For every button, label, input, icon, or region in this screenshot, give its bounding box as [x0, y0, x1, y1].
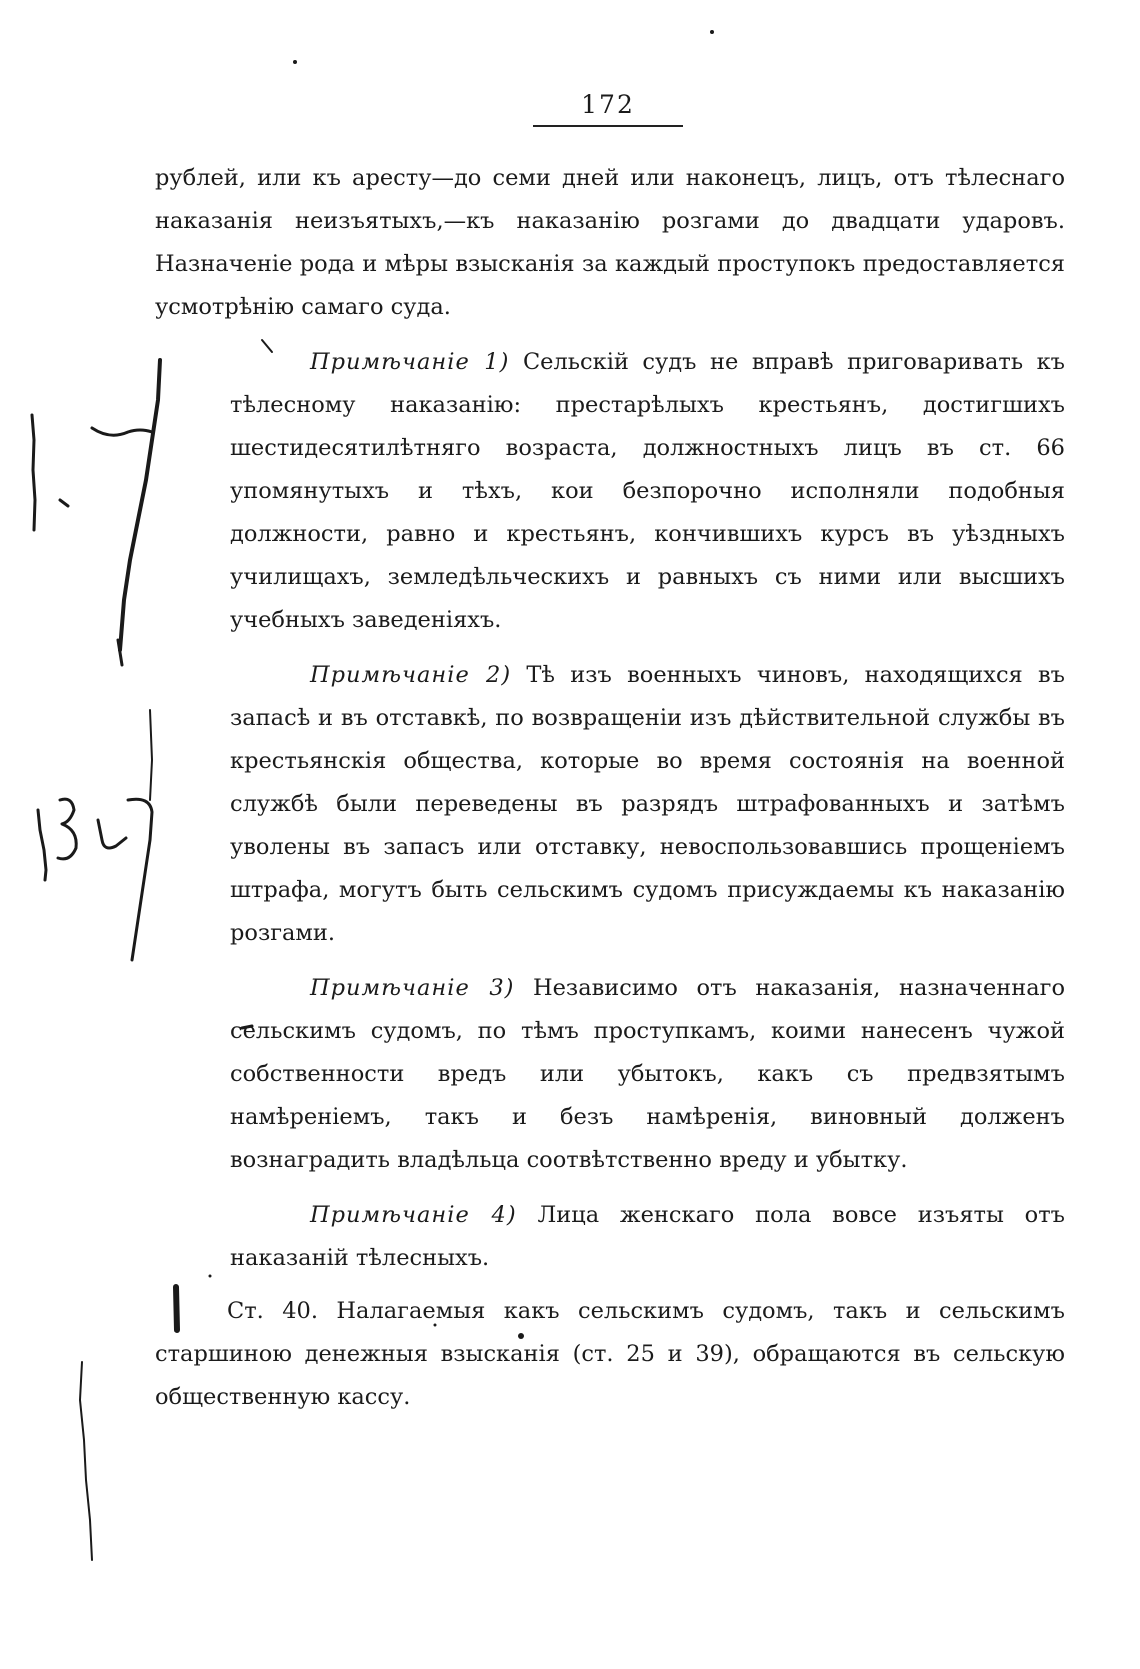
document-body: [155, 157, 1065, 1419]
note-3-title: Примѣчаніе 3): [310, 975, 515, 1001]
note-4: [230, 1194, 1065, 1280]
note-2: [230, 654, 1065, 955]
note-1-text: Сельскій судъ не вправѣ приговаривать къ тѣлесному наказанію: престарѣлыхъ крестьянъ, достигшихъ шестидесятилѣтняго возраста, должностныхъ лицъ въ ст. 66 упомянутыхъ и тѣхъ, кои безпорочно исполняли подобныя должности, равно и крестьянъ, кончившихъ курсъ въ уѣздныхъ училищахъ, земледѣльческихъ и равныхъ съ ними или высшихъ учебныхъ заведеніяхъ.: [230, 349, 1065, 633]
margin-mark-1: [32, 360, 160, 665]
page-number: 172: [581, 90, 635, 119]
article-40: Ст. 40. Налагаемыя какъ сельскимъ судомъ, такъ и сельскимъ старшиною денежныя взысканія (ст. 25 и 39), обращаются въ сельскую общественную кассу.: [155, 1298, 1065, 1410]
note-4-title: Примѣчаніе 4): [310, 1202, 517, 1228]
intro-paragraph: рублей, или къ аресту—до семи дней или наконецъ, лицъ, отъ тѣлеснаго наказанія неизъятыхъ,—къ наказанію розгами до двадцати ударовъ. Назначеніе рода и мѣры взысканія за каждый проступокъ предоставляется усмотрѣнію самаго суда.: [155, 165, 1065, 320]
margin-line-article-40: [80, 1362, 92, 1560]
note-1-title: Примѣчаніе 1): [310, 349, 510, 375]
note-3: [230, 967, 1065, 1182]
margin-mark-2: [38, 710, 152, 960]
note-2-title: Примѣчаніе 2): [310, 662, 512, 688]
note-2-text: Тѣ изъ военныхъ чиновъ, находящихся въ запасѣ и въ отставкѣ, по возвращеніи изъ дѣйствительной службы въ крестьянскія общества, которые во время состоянія на военной службѣ были переведены въ разрядъ штрафованныхъ и затѣмъ уволены въ запасъ или отставку, невоспользовавшись прощеніемъ штрафа, могутъ быть сельскимъ судомъ присуждаемы къ наказанію розгами.: [230, 662, 1066, 946]
note-1: [230, 341, 1065, 642]
note-3-text: Независимо отъ наказанія, назначеннаго сельскимъ судомъ, по тѣмъ проступкамъ, коими нанесенъ чужой собственности вредъ или убытокъ, какъ съ предвзятымъ намѣреніемъ, такъ и безъ намѣренія, виновный долженъ вознаградить владѣльца соотвѣтственно вреду и убытку.: [230, 975, 1066, 1173]
page-number-rule: [533, 125, 683, 127]
note-4-text: Лица женскаго пола вовсе изъяты отъ наказаній тѣлесныхъ.: [230, 1202, 1065, 1271]
